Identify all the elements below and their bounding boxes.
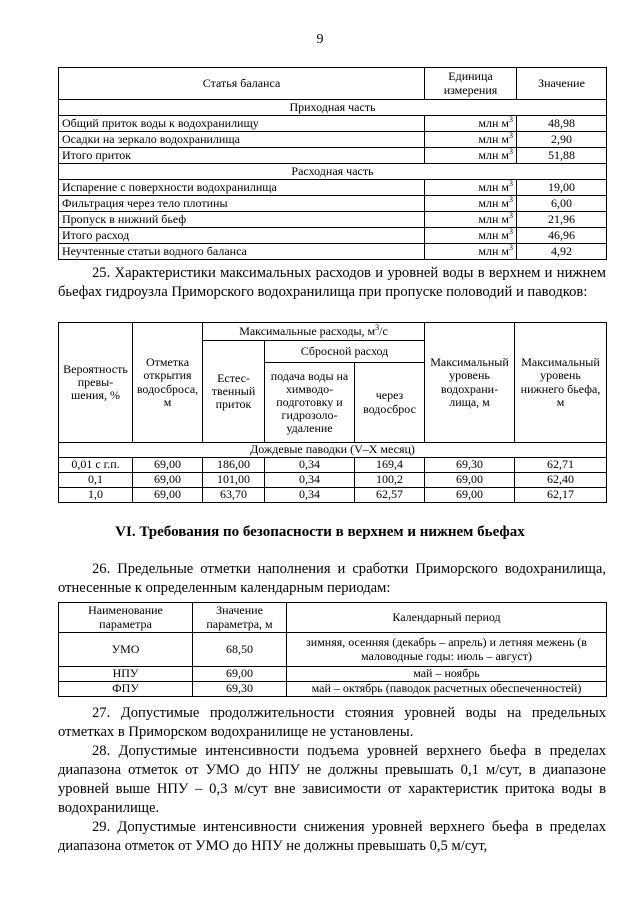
balance-row (59, 116, 607, 132)
flood-cell: 169,4 (355, 458, 425, 473)
header-spill-flow: Сбросной расход (265, 341, 425, 363)
header-through-spillway: через водосброс (355, 363, 425, 443)
param-name: НПУ (59, 667, 193, 682)
flood-cell: 69,00 (133, 458, 203, 473)
flood-cell: 62,57 (355, 488, 425, 503)
flood-cell: 0,34 (265, 473, 355, 488)
header-max-flows: Максимальные расходы, $м^3/с$ (203, 323, 425, 341)
header-period: Календарный период (287, 603, 607, 633)
row-unit: млн $м^3$ (425, 228, 517, 244)
row-value: 46,96 (517, 228, 607, 244)
row-value: 51,88 (517, 148, 607, 164)
row-item: Фильтрация через тело плотины (59, 196, 425, 212)
balance-row (59, 180, 607, 196)
flood-cell: 69,00 (133, 473, 203, 488)
row-unit: млн $м^3$ (425, 148, 517, 164)
paragraph-28: 28. Допустимые интенсивности подъема уровней верхнего бьефа в пределах диапазона отметок от УМО до НПУ не должны превышать 0,1 м/сут, в диапазоне уровней выше НПУ – 0,3 м/сут вне зависимости от характеристик притока воды в водохранилище. (58, 743, 606, 816)
row-item: Пропуск в нижний бьеф (59, 212, 425, 228)
flood-cell: 0,1 (59, 473, 133, 488)
flood-flows-table (58, 322, 607, 503)
header-max-lower-level: Максимальный уровень нижнего бьефа, м (515, 323, 607, 443)
row-value: 2,90 (517, 132, 607, 148)
levels-row (59, 682, 607, 697)
row-value: 21,96 (517, 212, 607, 228)
header-param-name: Наименование параметра (59, 603, 193, 633)
balance-row (59, 148, 607, 164)
flood-cell: 0,01 с г.п. (59, 458, 133, 473)
header-probability: Вероятность превы-шения, % (59, 323, 133, 443)
balance-row (59, 228, 607, 244)
flood-cell: 0,34 (265, 488, 355, 503)
row-item: Общий приток воды к водохранилищу (59, 116, 425, 132)
flood-cell: 69,00 (133, 488, 203, 503)
param-period: зимняя, осенняя (декабрь – апрель) и летняя межень (в маловодные годы: июль – август) (287, 633, 607, 667)
header-value: Значение (517, 68, 607, 100)
row-item: Осадки на зеркало водохранилища (59, 132, 425, 148)
expense-rows (59, 180, 607, 260)
balance-row (59, 196, 607, 212)
flood-row (59, 458, 607, 473)
row-unit: млн $м^3$ (425, 116, 517, 132)
flood-cell: 69,00 (425, 473, 515, 488)
paragraph-27: 27. Допустимые продолжительности стояния уровней воды на предельных отметках в Приморском водохранилище не установлены. (58, 705, 606, 740)
page-number: 9 (316, 32, 324, 47)
param-period: май – ноябрь (287, 667, 607, 682)
section-title: VI. Требования по безопасности в верхнем и нижнем бьефах (115, 524, 525, 540)
row-unit: млн $м^3$ (425, 244, 517, 260)
param-period: май – октябрь (паводок расчетных обеспеченностей) (287, 682, 607, 697)
row-unit: млн $м^3$ (425, 212, 517, 228)
levels-row (59, 633, 607, 667)
flood-row (59, 473, 607, 488)
param-value: 69,00 (193, 667, 287, 682)
row-value: 6,00 (517, 196, 607, 212)
flood-cell: 63,70 (203, 488, 265, 503)
paragraph-26: 26. Предельные отметки наполнения и сработки Приморского водохранилища, отнесенные к определенным календарным периодам: (58, 561, 606, 596)
header-natural-inflow: Естес-твенный приток (203, 341, 265, 443)
row-value: 19,00 (517, 180, 607, 196)
param-name: УМО (59, 633, 193, 667)
row-unit: млн $м^3$ (425, 180, 517, 196)
paragraph-29: 29. Допустимые интенсивности снижения уровней верхнего бьефа в пределах диапазона отметок от УМО до НПУ не должны превышать 0,5 м/сут, (58, 819, 606, 854)
header-max-upper-level: Максимальный уровень водохрани-лища, м (425, 323, 515, 443)
balance-row (59, 212, 607, 228)
param-value: 69,30 (193, 682, 287, 697)
flood-cell: 0,34 (265, 458, 355, 473)
paragraph-25: 25. Характеристики максимальных расходов и уровней воды в верхнем и нижнем бьефах гидроузла Приморского водохранилища при пропуске половодий и паводков: (58, 265, 606, 300)
flood-row (59, 488, 607, 503)
row-unit: млн $м^3$ (425, 196, 517, 212)
flood-cell: 69,00 (425, 488, 515, 503)
param-value: 68,50 (193, 633, 287, 667)
levels-row (59, 667, 607, 682)
row-item: Неучтенные статьи водного баланса (59, 244, 425, 260)
header-param-value: Значение параметра, м (193, 603, 287, 633)
flood-cell: 1,0 (59, 488, 133, 503)
header-spill-mark: Отметка открытия водосброса, м (133, 323, 203, 443)
row-item: Итого приток (59, 148, 425, 164)
flood-cell: 101,00 (203, 473, 265, 488)
flood-cell: 62,40 (515, 473, 607, 488)
levels-table (58, 602, 607, 697)
income-rows (59, 116, 607, 164)
flood-rows (59, 458, 607, 503)
flood-cell: 186,00 (203, 458, 265, 473)
row-value: 48,98 (517, 116, 607, 132)
expense-section: Расходная часть (59, 164, 607, 180)
row-value: 4,92 (517, 244, 607, 260)
header-chem-supply: подача воды на химводо-подготовку и гидрозоло-удаление (265, 363, 355, 443)
header-item: Статья баланса (59, 68, 425, 100)
water-balance-table (58, 67, 607, 260)
flood-cell: 62,17 (515, 488, 607, 503)
balance-row (59, 244, 607, 260)
header-unit: Единица измерения (425, 68, 517, 100)
flood-cell: 100,2 (355, 473, 425, 488)
flood-cell: 69,30 (425, 458, 515, 473)
levels-rows (59, 633, 607, 697)
param-name: ФПУ (59, 682, 193, 697)
row-unit: млн $м^3$ (425, 132, 517, 148)
income-section: Приходная часть (59, 100, 607, 116)
row-item: Итого расход (59, 228, 425, 244)
flood-cell: 62,71 (515, 458, 607, 473)
balance-row (59, 132, 607, 148)
row-item: Испарение с поверхности водохранилища (59, 180, 425, 196)
rain-flood-section: Дождевые паводки (V–X месяц) (59, 443, 607, 458)
